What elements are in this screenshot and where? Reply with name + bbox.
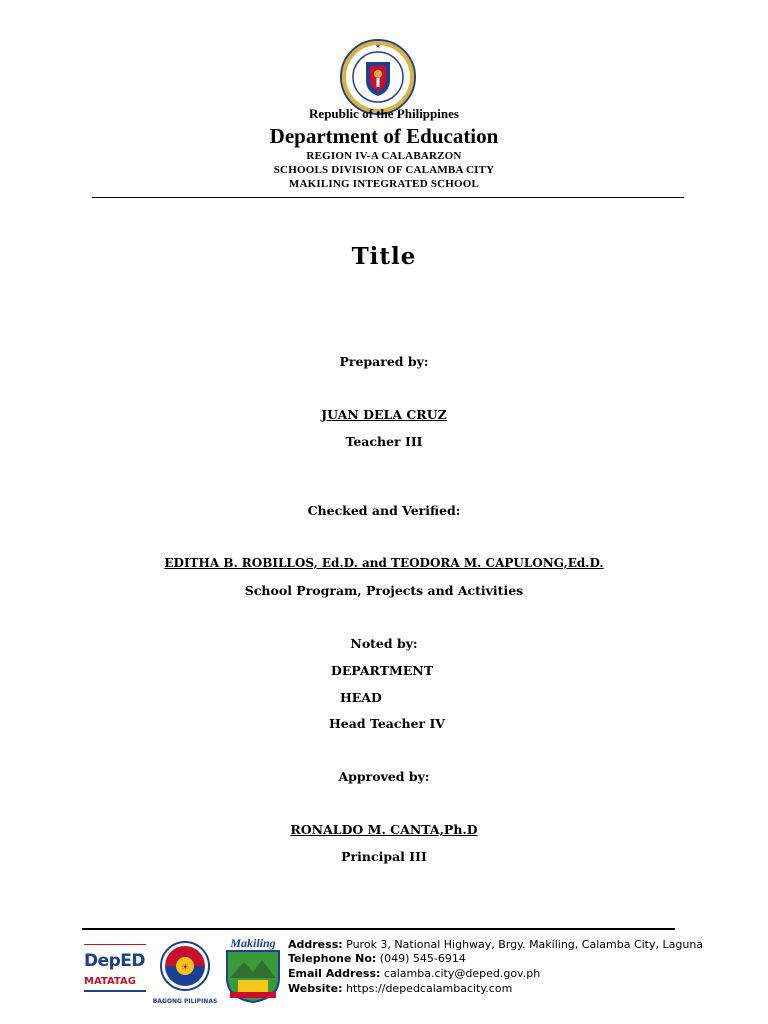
prepared-by-name: JUAN DELA CRUZ <box>321 407 447 422</box>
address-label: Address: <box>288 938 343 951</box>
approved-by-name: RONALDO M. CANTA,Ph.D <box>290 822 478 837</box>
telephone-value: (049) 545-6914 <box>379 952 466 965</box>
checked-verified-names: EDITHA B. ROBILLOS, Ed.D. and TEODORA M. CAPULONG,Ed.D. <box>164 556 604 570</box>
deped-matatag-logo <box>84 943 146 998</box>
telephone-label: Telephone No: <box>288 952 377 965</box>
deped-seal-logo <box>339 38 417 116</box>
address-value: Purok 3, National Highway, Brgy. Makiling, Calamba City, Laguna <box>346 938 704 951</box>
footer-website <box>288 982 512 995</box>
noted-by-label: Noted by: <box>350 636 418 651</box>
header-divider <box>92 197 684 198</box>
deped-logo-text: DepED <box>84 951 146 971</box>
email-label: Email Address: <box>288 967 381 980</box>
noted-by-position: Head Teacher IV <box>329 716 446 731</box>
division-label: SCHOOLS DIVISION OF CALAMBA CITY <box>273 164 495 176</box>
footer-telephone <box>288 952 466 965</box>
footer-address <box>288 938 703 951</box>
region-label: REGION IV-A CALABARZON <box>306 150 462 162</box>
republic-label: Republic of the Philippines <box>309 106 459 121</box>
footer-email <box>288 967 540 980</box>
svg-text:★: ★ <box>375 43 381 50</box>
prepared-by-position: Teacher III <box>345 434 423 449</box>
checked-verified-label: Checked and Verified: <box>307 503 461 518</box>
prepared-by-label: Prepared by: <box>339 354 429 369</box>
checked-verified-position: School Program, Projects and Activities <box>244 583 524 598</box>
school-label: MAKILING INTEGRATED SCHOOL <box>288 178 480 190</box>
makiling-logo-text: Makiling <box>230 936 276 950</box>
noted-by-name-line1: DEPARTMENT <box>331 663 434 678</box>
svg-text:☀: ☀ <box>180 963 190 973</box>
approved-by-label: Approved by: <box>338 769 430 784</box>
bagong-pilipinas-logo <box>152 938 218 1008</box>
approved-by-position: Principal III <box>341 849 427 864</box>
makiling-school-logo <box>220 936 286 1006</box>
document-title: Title <box>351 243 417 270</box>
bagong-pilipinas-text: BAGONG PILIPINAS <box>152 998 218 1005</box>
makiling-shield-icon <box>224 948 282 1004</box>
department-title: Department of Education <box>269 124 499 148</box>
footer-divider <box>82 928 675 930</box>
matatag-logo-text: MATATAG <box>84 976 136 987</box>
bagong-pilipinas-emblem-icon <box>155 938 215 996</box>
noted-by-name-line2: HEAD <box>340 690 382 705</box>
email-value[interactable]: calamba.city@deped.gov.ph <box>383 967 541 980</box>
website-label: Website: <box>288 982 343 995</box>
website-value[interactable]: https://depedcalambacity.com <box>346 982 513 995</box>
